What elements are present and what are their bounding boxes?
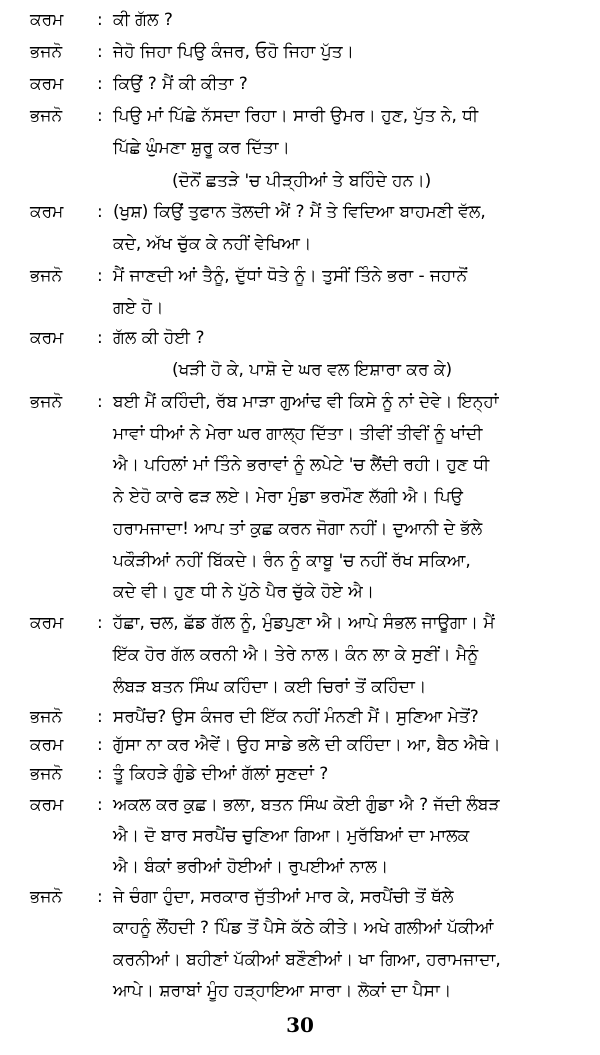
page-number: 30 (286, 1013, 314, 1037)
dialogue-continuation: ਐ। ਬੰਕਾਂ ਭਰੀਆਂ ਹੋਈਆਂ। ਰੁਪਈਆਂ ਨਾਲ। (113, 857, 389, 877)
dialogue-continuation: ਇੱਕ ਹੋਰ ਗੱਲ ਕਰਨੀ ਐ। ਤੇਰੇ ਨਾਲ। ਕੰਨ ਲਾ ਕੇ ਸੁਣੀਂ। ਮੈਨੂੰ (113, 645, 479, 665)
dialogue-text: ਤੂੰ ਕਿਹੜੇ ਗੁੰਡੇ ਦੀਆਂ ਗੱਲਾਂ ਸੁਣਦਾਂ ? (113, 764, 329, 784)
speaker-name: ਭਜਨੋ (30, 266, 63, 286)
speaker-name: ਭਜਨੋ (30, 764, 63, 784)
dialogue-text: ਮੈਂ ਜਾਣਦੀ ਆਂ ਤੈਨੂੰ, ਦੁੱਧਾਂ ਧੋਤੇ ਨੂੰ। ਤੁਸੀਂ ਤਿੰਨੇ ਭਰਾ - ਜਹਾਨੋਂ (113, 266, 468, 286)
dialogue-continuation: ਲੰਬੜ ਬਤਨ ਸਿੰਘ ਕਹਿੰਦਾ। ਕਈ ਚਿਰਾਂ ਤੋਂ ਕਹਿੰਦਾ। (113, 677, 427, 697)
dialogue-text: ਪਿਉ ਮਾਂ ਪਿੱਛੇ ਨੱਸਦਾ ਰਿਹਾ। ਸਾਰੀ ਉਮਰ। ਹੁਣ, ਪੁੱਤ ਨੇ, ਧੀ (113, 106, 479, 126)
speaker-colon: : (97, 202, 103, 222)
speaker-colon: : (97, 74, 103, 94)
dialogue-text: ਅਕਲ ਕਰ ਕੁਛ। ਭਲਾ, ਬਤਨ ਸਿੰਘ ਕੋਈ ਗੁੰਡਾ ਐ ? ਜੱਦੀ ਲੰਬੜ (113, 795, 500, 815)
speaker-colon: : (97, 764, 103, 784)
speaker-name: ਕਰਮ (30, 795, 64, 815)
dialogue-continuation: ਕਦੇ, ਅੱਖ ਚੁੱਕ ਕੇ ਨਹੀਂ ਵੇਖਿਆ। (113, 234, 312, 254)
speaker-name: ਭਜਨੋ (30, 42, 63, 62)
dialogue-text: ਗੁੱਸਾ ਨਾ ਕਰ ਐਵੇਂ। ਉਹ ਸਾਡੇ ਭਲੇ ਦੀ ਕਹਿੰਦਾ। ਆ, ਬੈਠ ਐਥੇ। (113, 735, 501, 755)
dialogue-continuation: ਕਰਨੀਆਂ। ਬਹੀਣਾਂ ਪੱਕੀਆਂ ਬਣੌਣੀਆਂ। ਖਾ ਗਿਆ, ਹਰਾਮਜਾਦਾ, (113, 950, 501, 970)
speaker-colon: : (97, 106, 103, 126)
speaker-name: ਭਜਨੋ (30, 887, 63, 907)
dialogue-text: ਬਈ ਮੈਂ ਕਹਿੰਦੀ, ਰੱਬ ਮਾੜਾ ਗੁਆਂਢ ਵੀ ਕਿਸੇ ਨੂੰ ਨਾਂ ਦੇਵੇ। ਇਨ੍ਹਾਂ (113, 392, 499, 412)
dialogue-text: (ਖੁਸ਼) ਕਿਉਂ ਤੁਫਾਨ ਤੋਲਦੀ ਐਂ ? ਮੈਂ ਤੇ ਵਿਦਿਆ ਬਾਹਮਣੀ ਵੱਲ, (113, 202, 486, 222)
dialogue-text: ਕੀ ਗੱਲ ? (113, 10, 173, 30)
dialogue-text: ਕਿਉਂ ? ਮੈਂ ਕੀ ਕੀਤਾ ? (113, 74, 248, 94)
speaker-colon: : (97, 613, 103, 633)
speaker-name: ਭਜਨੋ (30, 707, 63, 727)
speaker-colon: : (97, 887, 103, 907)
speaker-name: ਭਜਨੋ (30, 106, 63, 126)
dialogue-continuation: ਗਏ ਹੋ। (113, 298, 164, 318)
dialogue-continuation: ਪਿੱਛੇ ਘੁੰਮਣਾ ਸ਼ੁਰੂ ਕਰ ਦਿੱਤਾ। (113, 138, 290, 158)
stage-direction: (ਦੋਨੋਂ ਛਤੜੇ 'ਚ ਪੀੜ੍ਹੀਆਂ ਤੇ ਬਹਿੰਦੇ ਹਨ।) (172, 171, 432, 191)
dialogue-continuation: ਕਦੇ ਵੀ। ਹੁਣ ਧੀ ਨੇ ਪੁੱਠੇ ਪੈਰ ਚੁੱਕੇ ਹੋਏ ਐ। (113, 582, 375, 602)
speaker-colon: : (97, 42, 103, 62)
dialogue-continuation: ਪਕੌੜੀਆਂ ਨਹੀਂ ਬਿੱਕਦੇ। ਰੰਨ ਨੂੰ ਕਾਬੂ 'ਚ ਨਹੀਂ ਰੱਖ ਸਕਿਆ, (113, 551, 471, 571)
dialogue-text: ਜੇ ਚੰਗਾ ਹੁੰਦਾ, ਸਰਕਾਰ ਜੁੱਤੀਆਂ ਮਾਰ ਕੇ, ਸਰਪੈਂਚੀ ਤੋਂ ਥੱਲੇ (113, 887, 454, 907)
speaker-colon: : (97, 735, 103, 755)
dialogue-text: ਸਰਪੈਂਚ? ਉਸ ਕੰਜਰ ਦੀ ਇੱਕ ਨਹੀਂ ਮੰਨਣੀ ਮੈਂ। ਸੁਣਿਆ ਮੇਤੋਂ? (113, 707, 479, 727)
dialogue-text: ਗੱਲ ਕੀ ਹੋਈ ? (113, 328, 205, 348)
speaker-colon: : (97, 10, 103, 30)
speaker-colon: : (97, 392, 103, 412)
dialogue-continuation: ਐ। ਦੋ ਬਾਰ ਸਰਪੈਂਚ ਚੁਣਿਆ ਗਿਆ। ਮੁਰੱਬਿਆਂ ਦਾ ਮਾਲਕ (113, 826, 470, 846)
speaker-colon: : (97, 266, 103, 286)
speaker-name: ਕਰਮ (30, 735, 64, 755)
speaker-name: ਕਰਮ (30, 328, 64, 348)
stage-direction: (ਖੜੀ ਹੋ ਕੇ, ਪਾਸ਼ੋ ਦੇ ਘਰ ਵਲ ਇਸ਼ਾਰਾ ਕਰ ਕੇ) (172, 360, 453, 380)
speaker-name: ਭਜਨੋ (30, 392, 63, 412)
speaker-name: ਕਰਮ (30, 10, 64, 30)
speaker-name: ਕਰਮ (30, 202, 64, 222)
dialogue-continuation: ਮਾਵਾਂ ਧੀਆਂ ਨੇ ਮੇਰਾ ਘਰ ਗਾਲ੍ਹ ਦਿੱਤਾ। ਤੀਵੀਂ ਤੀਵੀਂ ਨੂੰ ਖਾਂਦੀ (113, 424, 483, 444)
speaker-colon: : (97, 707, 103, 727)
speaker-colon: : (97, 328, 103, 348)
dialogue-continuation: ਕਾਹਨੂੰ ਲੌਂਹਦੀ ? ਪਿੰਡ ਤੋਂ ਪੈਸੇ ਕੱਠੇ ਕੀਤੇ। ਅਖੇ ਗਲੀਆਂ ਪੱਕੀਆਂ (113, 918, 494, 938)
dialogue-continuation: ਆਪੇ। ਸ਼ਰਾਬਾਂ ਮੂੰਹ ਹੜ੍ਹਾਇਆ ਸਾਰਾ। ਲੋਕਾਂ ਦਾ ਪੈਸਾ। (113, 981, 452, 1001)
dialogue-text: ਜੇਹੋ ਜਿਹਾ ਪਿਉ ਕੰਜਰ, ਓਹੋ ਜਿਹਾ ਪੁੱਤ। (113, 42, 354, 62)
dialogue-continuation: ਐ। ਪਹਿਲਾਂ ਮਾਂ ਤਿੰਨੇ ਭਰਾਵਾਂ ਨੂੰ ਲਪੇਟੇ 'ਚ ਲੈਂਦੀ ਰਹੀ। ਹੁਣ ਧੀ (113, 455, 490, 475)
dialogue-continuation: ਨੇ ਏਹੋ ਕਾਰੇ ਫੜ ਲਏ। ਮੇਰਾ ਮੁੰਡਾ ਭਰਮੌਣ ਲੱਗੀ ਐ। ਪਿਉ (113, 487, 463, 507)
speaker-colon: : (97, 795, 103, 815)
dialogue-text: ਹੱਛਾ, ਚਲ, ਛੱਡ ਗੱਲ ਨੂੰ, ਮੁੰਡਪੁਣਾ ਐ। ਆਪੇ ਸੰਭਲ ਜਾਊਗਾ। ਮੈਂ (113, 613, 495, 633)
dialogue-continuation: ਹਰਾਮਜਾਦਾ! ਆਪ ਤਾਂ ਕੁਛ ਕਰਨ ਜੋਗਾ ਨਹੀਂ। ਦੁਆਨੀ ਦੇ ਭੱਲੇ (113, 519, 483, 539)
speaker-name: ਕਰਮ (30, 74, 64, 94)
speaker-name: ਕਰਮ (30, 613, 64, 633)
